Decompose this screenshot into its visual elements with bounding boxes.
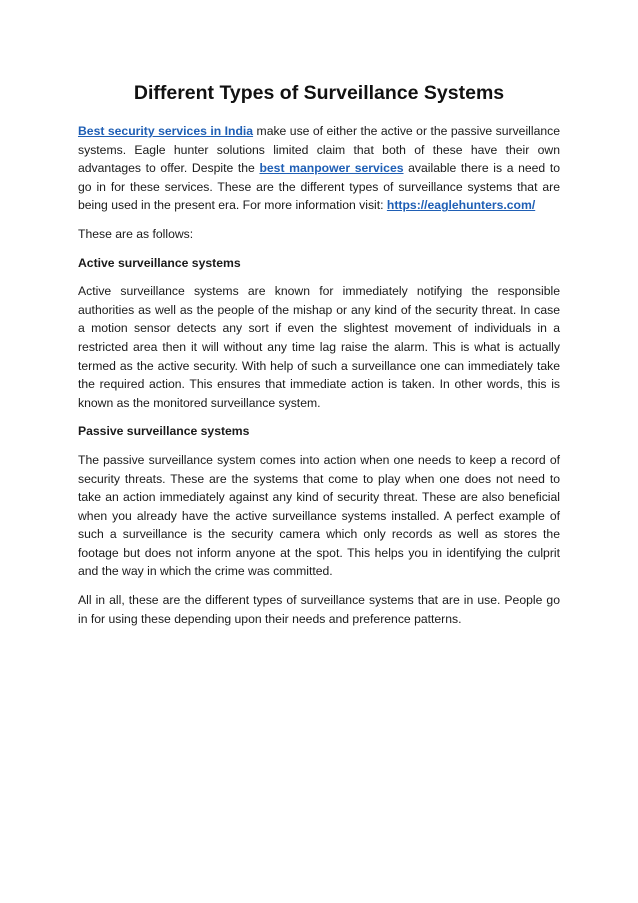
security-services-link[interactable]: Best security services in India — [78, 124, 254, 138]
document-title: Different Types of Surveillance Systems — [133, 82, 505, 104]
eaglehunters-website-link[interactable]: https://eaglehunters.com/ — [386, 198, 536, 213]
manpower-services-link[interactable]: best manpower services — [259, 161, 404, 176]
conclusion-paragraph: All in all, these are the different types of surveillance systems that are in use. People go in for using these depending upon their needs and preference patterns. — [78, 593, 560, 626]
passive-surveillance-paragraph: The passive surveillance system comes into action when one needs to keep a record of security threats. These are the systems that come to play when one does not need to take an action immediately against any kind of security threat. These are also beneficial when you already have the active surveillance systems installed. A perfect example of such a surveillance is the security camera which only records as well as stores the footage but does not inform anyone at the spot. This helps you in identifying the culprit and the way in which the crime was committed. — [78, 452, 560, 579]
intro-text-1: make use of either the active or the passive surveillance systems. Eagle hunter solutions limited claim that both of these have their own advantages to offer. Despite the — [78, 124, 561, 176]
intro-paragraph — [78, 122, 560, 215]
as-follows-text: These are as follows: — [78, 226, 194, 241]
active-surveillance-heading: Active surveillance systems — [78, 255, 241, 270]
passive-surveillance-heading: Passive surveillance systems — [78, 424, 250, 439]
active-surveillance-paragraph: Active surveillance systems are known for immediately notifying the responsible authorities as well as the people of the mishap or any kind of the security threat. In case a motion sensor detects any sort if even the slightest movement of individuals in a restricted area then it will without any time lag raise the alarm. This is what is actually termed as the active security. With help of such a surveillance one can immediately take the required action. This ensures that immediate action is taken. In other words, this is known as the monitored surveillance system. — [78, 284, 560, 410]
document-page — [78, 80, 560, 638]
intro-text-2: available there is a need to go in for these services. These are the different types of surveillance systems that are being used in the present era. For more information visit: — [78, 161, 560, 213]
